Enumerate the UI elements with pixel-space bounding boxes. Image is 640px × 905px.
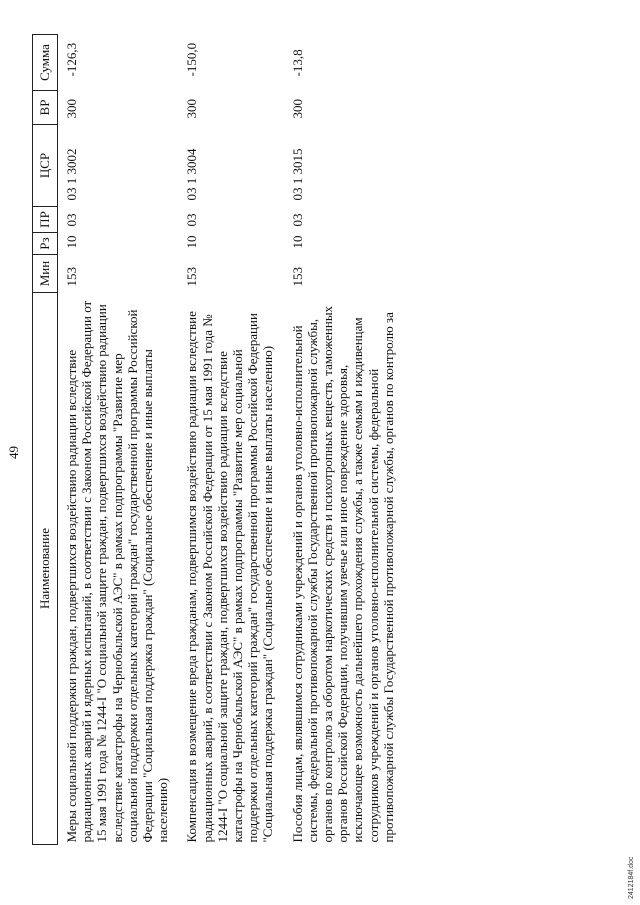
- row-sum: -13,8: [289, 49, 305, 77]
- header-sum: Сумма: [33, 35, 58, 91]
- footer-filename: 2412184f.doc: [628, 856, 635, 899]
- header-csr: ЦСР: [33, 125, 58, 207]
- row-min: 153: [184, 267, 200, 287]
- header-min: Мин: [33, 255, 58, 293]
- table-row: [58, 35, 179, 845]
- row-min: 153: [289, 267, 305, 287]
- row-pr: 03: [64, 213, 79, 227]
- header-pr: ПР: [33, 207, 58, 233]
- header-vr: ВР: [33, 91, 58, 125]
- row-csr: 03 1 3015: [289, 148, 305, 201]
- header-rz: Рз: [33, 233, 58, 255]
- table-row: [284, 35, 404, 845]
- row-rz: 10: [289, 235, 305, 249]
- row-pr: 03: [289, 213, 305, 227]
- row-name: Компенсация в возмещение вреда гражданам, подвергшимся воздействию радиации вследствие радиационных аварий, в соответствии с Законом Российской Федерации от 15 мая 1991 года № 1244-I "О социальной защите граждан, подвергшихся воздействию радиации вследствие катастрофы на Чернобыльской АЭС" в рамках подпрограммы "Развитие мер социальной поддержки отдельных категорий граждан" государственной программы Российской Федерации "Социальная поддержка граждан" (Социальное обеспечение и иные выплаты населению): [184, 311, 276, 843]
- budget-table: [32, 34, 404, 845]
- row-csr: 03 1 3004: [184, 148, 200, 201]
- row-sum: -150,0: [184, 42, 200, 77]
- row-csr: 03 1 3002: [64, 148, 79, 201]
- row-name: Меры социальной поддержки граждан, подвергшихся воздействию радиации вследствие радиационных аварий и ядерных испытаний, в соответствии с Законом Российской Федерации от 15 мая 1991 года № 1244-I "О социальной защите граждан, подвергшихся воздействию радиации вследствие катастрофы на Чернобыльской АЭС" в рамках подпрограммы "Развитие мер социальной поддержки отдельных категорий граждан" государственной программы Российской Федерации "Социальная поддержка граждан" (Социальное обеспечение и иные выплаты населению): [64, 300, 171, 843]
- row-sum: -126,3: [64, 42, 79, 77]
- row-vr: 300: [64, 99, 79, 119]
- table-row: [178, 35, 283, 845]
- row-rz: 10: [184, 235, 200, 249]
- page-number: 49: [6, 446, 21, 459]
- row-rz: 10: [64, 235, 79, 249]
- header-name: Наименование: [33, 293, 58, 845]
- row-pr: 03: [184, 213, 200, 227]
- table-header-row: [33, 35, 58, 845]
- row-min: 153: [64, 267, 79, 287]
- row-name: Пособия лицам, являвшимся сотрудниками учреждений и органов уголовно-исполнительной системы, федеральной противопожарной службы Государственной противопожарной службы, органов по контролю за оборотом наркотических средств и психотропных веществ, таможенных органов Российской Федерации, получившим увечье или иное повреждение здоровья, исключающее возможность дальнейшего прохождения службы, а также семьям и иждивенцам сотрудников учреждений и органов уголовно-исполнительной системы, федеральной противопожарной службы Государственной противопожарной службы, органов по контролю за: [289, 305, 396, 843]
- row-vr: 300: [289, 99, 305, 119]
- row-vr: 300: [184, 99, 200, 119]
